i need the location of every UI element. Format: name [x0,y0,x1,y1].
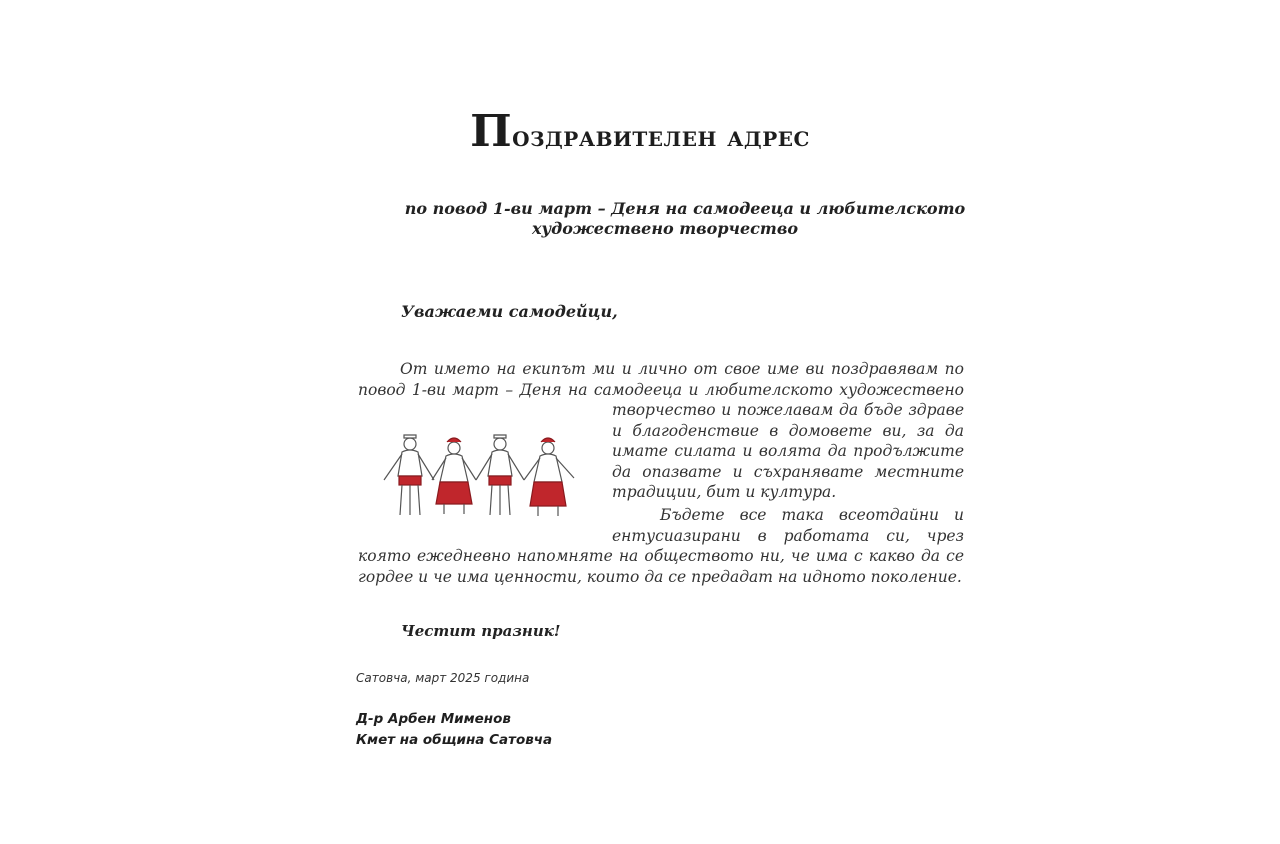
paragraph-1-full-lines [358,359,964,400]
document-subtitle [360,199,970,239]
closing-greeting: Честит празник! [401,622,561,640]
paragraph-2-short-lines [612,505,964,546]
salutation: Уважаеми самодейци, [401,302,618,321]
place-and-date: Сатовча, март 2025 година [356,671,530,685]
document-title [0,104,1280,165]
paragraph-2-line-2: ентусиазирани в работата си, чрез [612,526,964,545]
title-initial: П [470,106,513,157]
dancer-3-icon [476,435,524,515]
signature-block [356,709,552,751]
paragraph-1-line-1: От името на екипът ми и лично от свое име ви поздравявам по [400,360,964,378]
dancer-4-icon [524,438,574,516]
paragraph-2-line-1: Бъдете все така всеотдайни и [660,506,964,524]
signer-title: Кмет на община Сатовча [356,732,553,748]
signer-name: Д-р Арбен Мименов [356,711,511,727]
subtitle-line-1: по повод 1-ви март – Деня на самодееца и любителското [404,199,966,218]
paragraph-1-line-2: повод 1-ви март – Деня на самодееца и любителското художествено [358,380,964,399]
dancer-1-icon [384,435,434,515]
title-rest: оздравителен адрес [512,120,810,153]
paragraph-1-rest: творчество и пожелавам да бъде здраве и благоденствие в домовете ви, за да имате силата и волята да продължите да опазвате и съхранявате местните традиции, бит и култура. [612,401,964,501]
paragraph-2-rest: която ежедневно напомняте на обществото ни, че има с какво да се гордее и че има ценности, които да се предадат на идното поколение. [358,547,964,586]
dancer-2-icon [432,438,476,514]
subtitle-line-2: художествено творчество [531,219,798,238]
folk-dancers-illustration [366,430,592,522]
